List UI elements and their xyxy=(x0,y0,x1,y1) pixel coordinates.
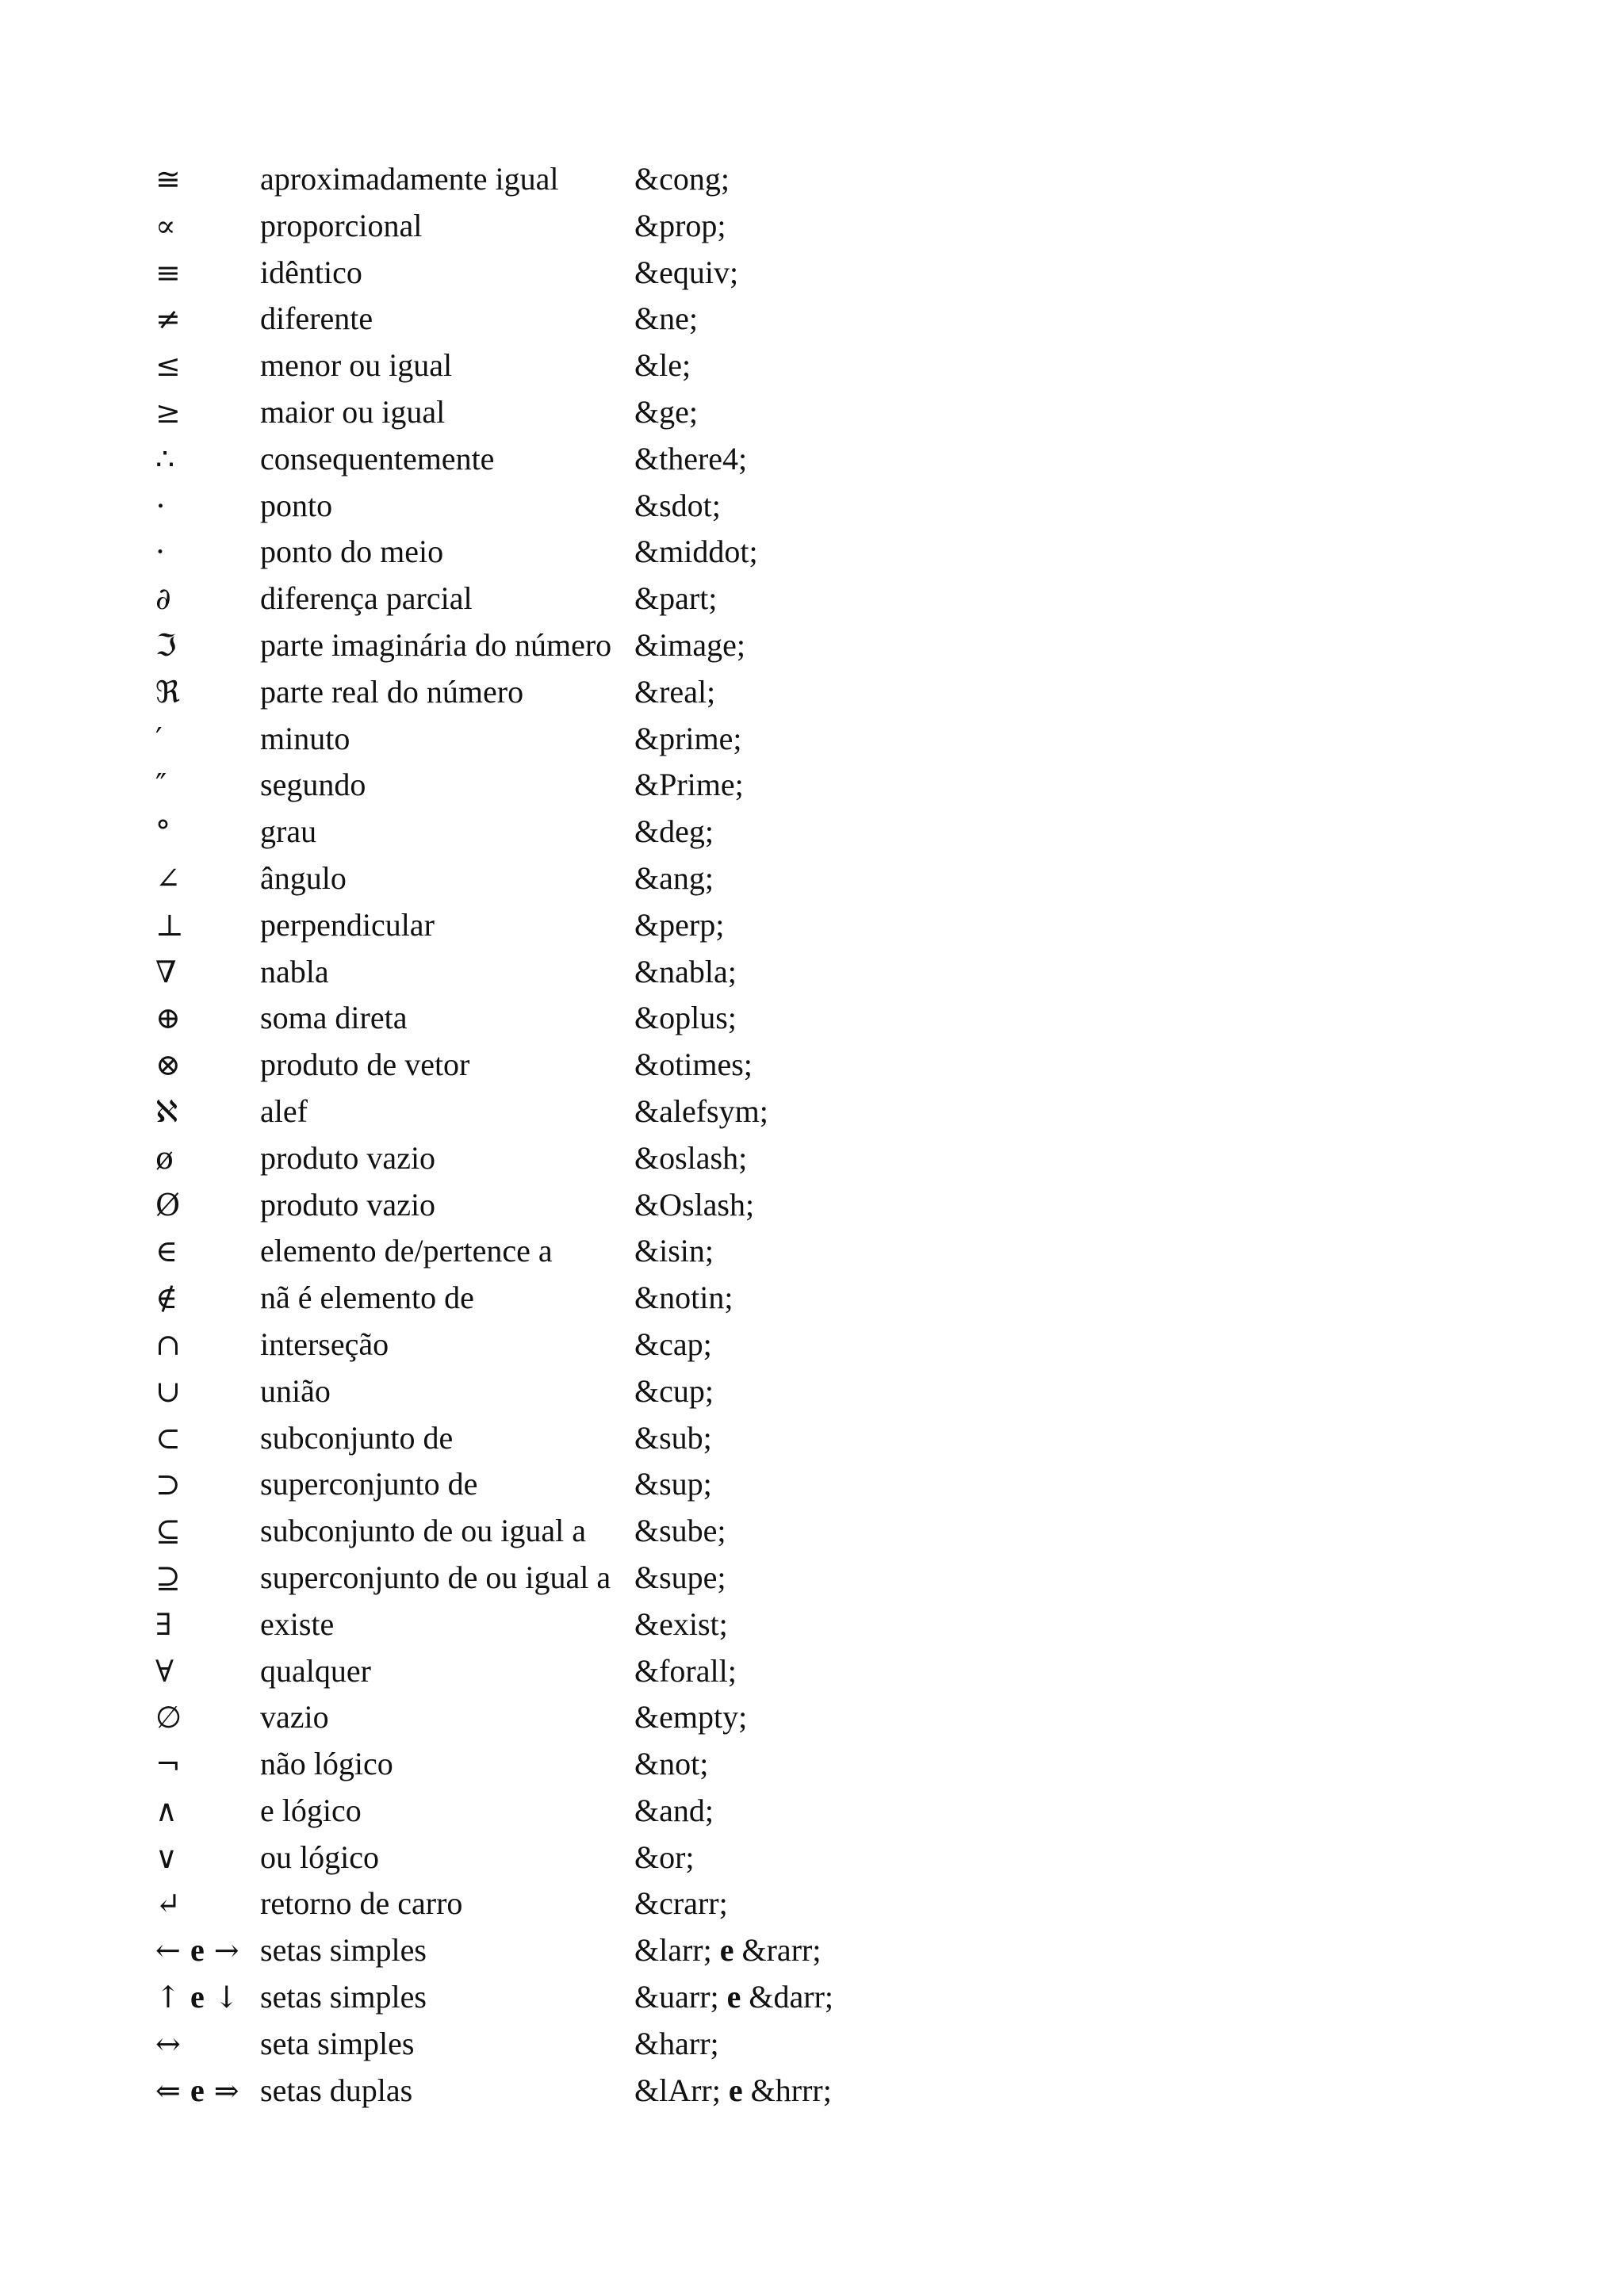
symbol-cell xyxy=(155,1974,260,2021)
entity-code-cell: &middot; xyxy=(634,534,758,570)
joiner-label: e xyxy=(719,1932,734,1969)
description-cell: idêntico xyxy=(260,254,362,290)
symbol-cell: ⋅ xyxy=(155,488,167,523)
entity-code-cell xyxy=(634,1974,952,2021)
symbol-cell: ∝ xyxy=(155,208,176,243)
symbol-cell: ∈ xyxy=(155,1234,178,1269)
table-row xyxy=(155,1788,952,1835)
entity-code-cell-part: &hrrr; xyxy=(750,2072,832,2108)
description-cell: produto de vetor xyxy=(260,1047,470,1083)
table-row xyxy=(155,1927,952,1974)
description-cell: aproximadamente igual xyxy=(260,161,559,197)
description-cell: e lógico xyxy=(260,1792,362,1828)
symbol-cell: ∇ xyxy=(155,954,177,989)
table-row xyxy=(155,716,952,763)
entity-code-cell: &Oslash; xyxy=(634,1186,755,1223)
symbol-cell xyxy=(155,1927,260,1974)
symbol-cell: ⊥ xyxy=(155,907,184,943)
description-cell: nabla xyxy=(260,953,329,989)
symbol-cell-part: → xyxy=(213,1933,239,1969)
table-row xyxy=(155,1694,952,1741)
entity-code-cell: &supe; xyxy=(634,1559,726,1595)
entity-code-cell xyxy=(634,2068,952,2114)
symbol-cell: ′ xyxy=(155,721,163,756)
description-cell: produto vazio xyxy=(260,1186,436,1223)
table-row xyxy=(155,622,952,669)
symbol-cell: ℑ xyxy=(155,627,177,663)
entity-code-cell: &perp; xyxy=(634,906,725,943)
symbol-cell-part: ⇒ xyxy=(213,2072,239,2108)
table-row xyxy=(155,762,952,809)
table-row xyxy=(155,1648,952,1695)
description-cell: ponto xyxy=(260,487,333,523)
table-row xyxy=(155,809,952,855)
entity-code-cell: &otimes; xyxy=(634,1047,753,1083)
symbol-cell: ≠ xyxy=(155,301,181,337)
description-cell: não lógico xyxy=(260,1746,393,1782)
symbol-cell: · xyxy=(155,534,166,570)
description-cell: superconjunto de xyxy=(260,1466,478,1502)
entity-code-cell: &part; xyxy=(634,580,718,617)
entity-code-cell: &prop; xyxy=(634,207,726,243)
table-row xyxy=(155,949,952,996)
table-row xyxy=(155,529,952,576)
description-cell: soma direta xyxy=(260,1000,408,1036)
symbol-cell: ∩ xyxy=(155,1326,181,1362)
table-row xyxy=(155,436,952,483)
symbol-cell: ∉ xyxy=(155,1280,178,1316)
symbol-cell: ⊗ xyxy=(155,1047,181,1083)
entity-code-cell: &oslash; xyxy=(634,1139,748,1176)
entity-code-cell: &alefsym; xyxy=(634,1093,768,1129)
table-row xyxy=(155,1508,952,1555)
description-cell: vazio xyxy=(260,1699,329,1735)
entity-code-cell: &cap; xyxy=(634,1326,712,1362)
entity-code-cell: &not; xyxy=(634,1746,709,1782)
symbol-cell-part: ↑ xyxy=(155,1980,181,2015)
joiner-label: e xyxy=(726,1979,741,2015)
entity-code-cell: &empty; xyxy=(634,1699,748,1735)
description-cell: parte real do número xyxy=(260,673,524,710)
symbol-cell: ∪ xyxy=(155,1373,181,1409)
entity-code-cell: &isin; xyxy=(634,1233,714,1269)
symbol-cell: ∅ xyxy=(155,1700,182,1735)
entity-code-cell: &harr; xyxy=(634,2025,719,2061)
description-cell: grau xyxy=(260,813,317,850)
entity-code-cell: &equiv; xyxy=(634,254,739,290)
table-row xyxy=(155,1135,952,1182)
description-cell: ou lógico xyxy=(260,1839,379,1875)
symbol-cell: ⊇ xyxy=(155,1559,181,1595)
description-cell: setas duplas xyxy=(260,2072,413,2108)
symbol-cell: ⊃ xyxy=(155,1467,181,1502)
description-cell: retorno de carro xyxy=(260,1885,463,1922)
description-cell: elemento de/pertence a xyxy=(260,1233,553,1269)
description-cell: maior ou igual xyxy=(260,393,446,430)
symbol-cell: ″ xyxy=(155,767,167,803)
entity-code-cell: &nabla; xyxy=(634,953,737,989)
symbol-cell-part: ← xyxy=(155,1933,181,1969)
description-cell: ângulo xyxy=(260,859,347,896)
joiner-label: e xyxy=(190,1979,205,2015)
entity-code-cell: &and; xyxy=(634,1792,714,1828)
description-cell: alef xyxy=(260,1093,308,1129)
description-cell: segundo xyxy=(260,767,366,803)
symbol-cell xyxy=(155,2068,260,2114)
table-row xyxy=(155,296,952,342)
joiner-label: e xyxy=(190,1932,205,1969)
description-cell: interseção xyxy=(260,1326,389,1362)
symbol-cell: ℵ xyxy=(155,1093,178,1129)
symbol-cell: ↵ xyxy=(155,1886,181,1922)
entity-code-cell: &there4; xyxy=(634,440,748,476)
table-row xyxy=(155,1881,952,1927)
table-row xyxy=(155,1228,952,1275)
entity-code-cell-part: &larr; xyxy=(634,1932,712,1969)
symbol-cell: ∧ xyxy=(155,1793,178,1828)
table-row xyxy=(155,1555,952,1601)
description-cell: minuto xyxy=(260,720,350,756)
table-row xyxy=(155,1601,952,1648)
table-row xyxy=(155,342,952,389)
symbol-cell: ⊕ xyxy=(155,1001,181,1036)
entity-code-cell-part: &darr; xyxy=(749,1979,834,2015)
table-row xyxy=(155,1835,952,1881)
entity-rows xyxy=(155,156,952,2114)
entity-code-cell: &oplus; xyxy=(634,1000,737,1036)
table-row xyxy=(155,1182,952,1229)
table-row xyxy=(155,1415,952,1462)
symbol-cell: ∴ xyxy=(155,441,175,476)
symbol-cell: ≡ xyxy=(155,254,181,290)
entity-code-cell: &le; xyxy=(634,347,691,384)
symbol-cell: ⊂ xyxy=(155,1420,181,1456)
symbol-cell: ⊆ xyxy=(155,1513,181,1549)
table-row xyxy=(155,1974,952,2021)
table-row xyxy=(155,156,952,203)
table-row xyxy=(155,483,952,530)
entity-code-cell: &deg; xyxy=(634,813,714,850)
description-cell: parte imaginária do número xyxy=(260,626,612,663)
joiner-label: e xyxy=(190,2072,205,2108)
entity-code-cell: &Prime; xyxy=(634,767,744,803)
description-cell: ponto do meio xyxy=(260,534,444,570)
description-cell: qualquer xyxy=(260,1652,371,1689)
entity-code-cell: &prime; xyxy=(634,720,742,756)
entity-code-cell: &ne; xyxy=(634,300,698,337)
table-row xyxy=(155,1275,952,1322)
entity-code-cell: &ang; xyxy=(634,859,714,896)
table-row xyxy=(155,389,952,436)
table-row xyxy=(155,2068,952,2114)
entity-code-cell-part: &lArr; xyxy=(634,2072,721,2108)
symbol-cell: ∨ xyxy=(155,1839,178,1875)
symbol-cell: ↔ xyxy=(155,2026,181,2061)
symbol-cell: ≥ xyxy=(155,394,181,430)
joiner-label: e xyxy=(728,2072,743,2108)
symbol-cell: ° xyxy=(155,814,170,850)
entity-code-cell: &exist; xyxy=(634,1605,728,1642)
entity-code-cell: &sube; xyxy=(634,1513,726,1549)
entity-code-cell-part: &uarr; xyxy=(634,1979,719,2015)
table-row xyxy=(155,1461,952,1508)
table-row xyxy=(155,855,952,902)
entity-code-cell: &forall; xyxy=(634,1652,737,1689)
description-cell: união xyxy=(260,1372,331,1409)
description-cell: setas simples xyxy=(260,1932,427,1969)
table-row xyxy=(155,2021,952,2068)
entity-code-cell: &sdot; xyxy=(634,487,721,523)
description-cell: proporcional xyxy=(260,207,423,243)
entity-code-cell-part: &rarr; xyxy=(741,1932,822,1969)
table-row xyxy=(155,576,952,622)
symbol-cell: ≤ xyxy=(155,348,181,384)
table-row xyxy=(155,1322,952,1368)
entity-code-cell: &sub; xyxy=(634,1419,712,1456)
description-cell: seta simples xyxy=(260,2025,415,2061)
description-cell: diferente xyxy=(260,300,373,337)
table-row xyxy=(155,250,952,297)
symbol-cell: ø xyxy=(155,1140,174,1176)
description-cell: perpendicular xyxy=(260,906,435,943)
entity-code-cell: &ge; xyxy=(634,393,698,430)
description-cell: setas simples xyxy=(260,1979,427,2015)
symbol-cell: ∂ xyxy=(155,581,171,617)
entity-code-cell: &notin; xyxy=(634,1280,733,1316)
description-cell: diferença parcial xyxy=(260,580,473,617)
table-row xyxy=(155,1368,952,1415)
description-cell: menor ou igual xyxy=(260,347,453,384)
entity-code-cell: &image; xyxy=(634,626,745,663)
entity-code-cell: &or; xyxy=(634,1839,695,1875)
description-cell: nã é elemento de xyxy=(260,1280,474,1316)
description-cell: produto vazio xyxy=(260,1139,436,1176)
symbol-cell: ∀ xyxy=(155,1653,174,1689)
entity-code-cell xyxy=(634,1927,952,1974)
entity-code-cell: &sup; xyxy=(634,1466,712,1502)
table-row xyxy=(155,1042,952,1089)
table-row xyxy=(155,1741,952,1788)
entity-code-cell: &cong; xyxy=(634,161,730,197)
entity-code-cell: &crarr; xyxy=(634,1885,728,1922)
description-cell: superconjunto de ou igual a xyxy=(260,1559,611,1595)
entity-code-cell: &real; xyxy=(634,673,716,710)
description-cell: existe xyxy=(260,1605,335,1642)
symbol-cell: ∃ xyxy=(155,1606,172,1642)
description-cell: consequentemente xyxy=(260,440,495,476)
entity-code-cell: &cup; xyxy=(634,1372,714,1409)
table-row xyxy=(155,902,952,949)
entity-table xyxy=(155,156,952,2114)
description-cell: subconjunto de xyxy=(260,1419,454,1456)
symbol-cell: Ø xyxy=(155,1187,181,1223)
symbol-cell-part: ⇐ xyxy=(155,2072,181,2108)
symbol-cell: ¬ xyxy=(155,1747,181,1782)
symbol-cell-part: ↓ xyxy=(213,1980,239,2015)
symbol-cell: ℜ xyxy=(155,674,180,710)
symbol-cell: ≅ xyxy=(155,162,181,197)
description-cell: subconjunto de ou igual a xyxy=(260,1513,587,1549)
table-row xyxy=(155,203,952,250)
table-row xyxy=(155,995,952,1042)
table-row xyxy=(155,669,952,716)
symbol-cell: ∠ xyxy=(155,860,181,896)
table-row xyxy=(155,1089,952,1135)
